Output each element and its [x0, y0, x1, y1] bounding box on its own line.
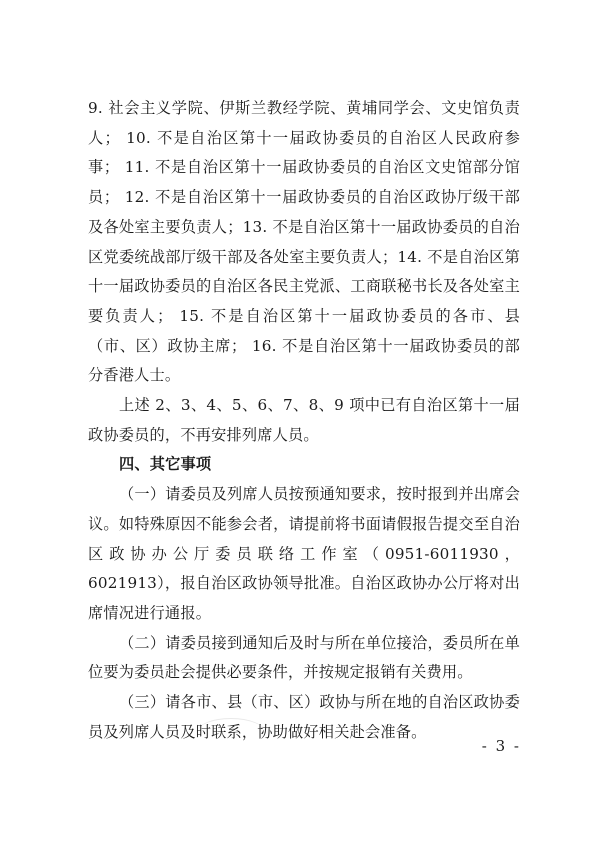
- document-body: [88, 94, 520, 747]
- faint-stamp-mark: [196, 718, 266, 749]
- section-heading: 四、其它事项: [119, 455, 212, 474]
- item-2-paragraph: （二）请委员接到通知后及时与所在单位接洽，委员所在单位要为委员赴会提供必要条件，并按规定报销有关费用。: [88, 633, 520, 682]
- attendee-list-paragraph: 9. 社会主义学院、伊斯兰教经学院、黄埔同学会、文史馆负责人； 10. 不是自治区第十一届政协委员的自治区人民政府参事； 11. 不是自治区第十一届政协委员的自治区文史馆部分馆员； 12. 不是自治区第十一届政协委员的自治区政协厅级干部及各处室主要负责人；13. 不是自治区第十一届政协委员的自治区党委统战部厅级干部及各处室主要负责人；14. 不是自治区第十一届政协委员的自治区各民主党派、工商联秘书长及各处室主要负责人； 15. 不是自治区第十一届政协委员的各市、县（市、区）政协主席； 16. 不是自治区第十一届政协委员的部分香港人士。: [88, 99, 520, 385]
- item-3-paragraph: （三）请各市、县（市、区）政协与所在地的自治区政协委员及列席人员及时联系，协助做好相关赴会准备。: [88, 693, 520, 741]
- page-number: - 3 -: [481, 737, 521, 755]
- item-1-paragraph: （一）请委员及列席人员按预通知要求，按时报到并出席会议。如特殊原因不能参会者，请提前将书面请假报告提交至自治区政协办公厅委员联络工作室（0951-6011930，6021913），报自治区政协领导批准。自治区政协办公厅将对出席情况进行通报。: [88, 485, 520, 622]
- note-paragraph: 上述 2、3、4、5、6、7、8、9 项中已有自治区第十一届政协委员的，不再安排列席人员。: [88, 396, 520, 444]
